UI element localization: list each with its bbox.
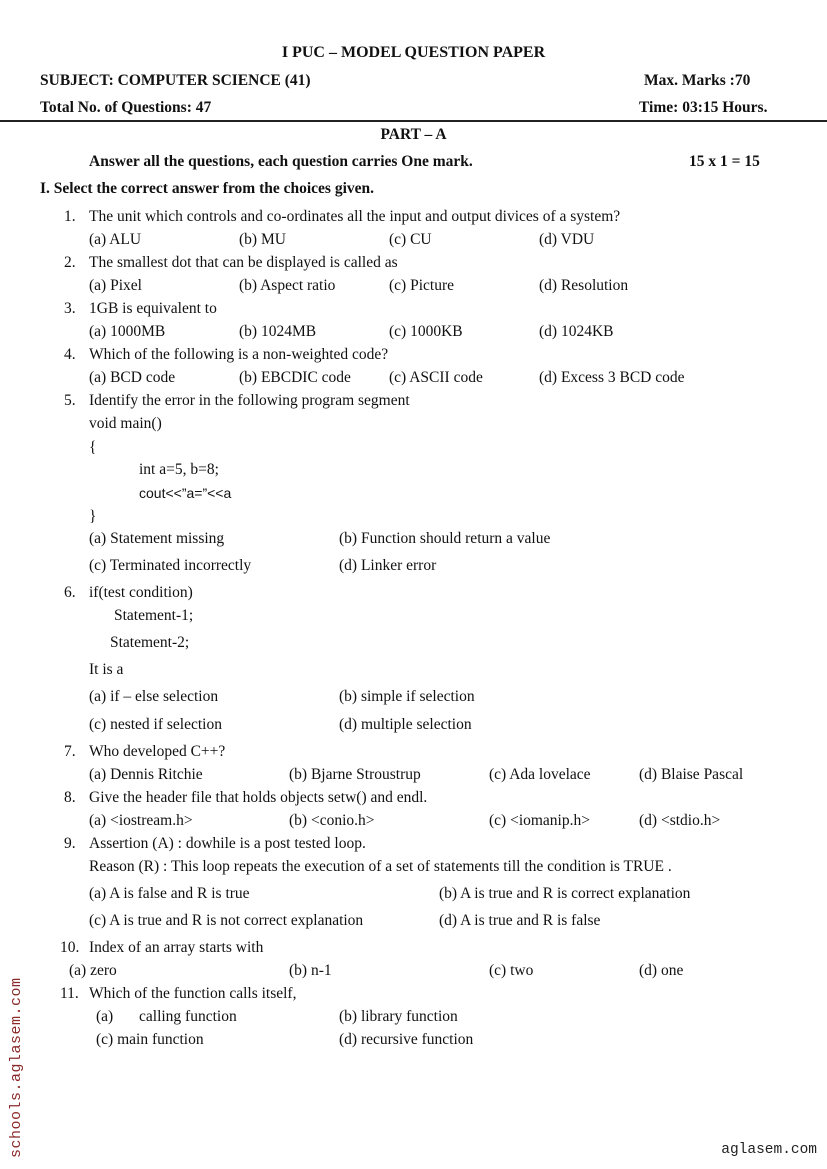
option-d: (d) Linker error (339, 557, 437, 574)
question-text: Who developed C++? (89, 743, 226, 760)
time-allowed: Time: 03:15 Hours. (639, 99, 768, 116)
code-line: } (89, 508, 97, 525)
option-a-label: (a) (96, 1008, 114, 1025)
option-b: (b) <conio.h> (289, 812, 375, 829)
option-d: (d) <stdio.h> (639, 812, 721, 829)
code-line: { (89, 439, 97, 456)
option-d: (d) A is true and R is false (439, 912, 601, 929)
side-watermark: schools.aglasem.com (8, 977, 25, 1158)
assertion-text: Assertion (A) : dowhile is a post tested loop. (89, 835, 366, 852)
option-d: (d) recursive function (339, 1031, 474, 1048)
question-number: 10. (60, 939, 80, 956)
question-number: 8. (64, 789, 76, 806)
option-a: (a) A is false and R is true (89, 885, 250, 902)
option-b: (b) simple if selection (339, 688, 475, 705)
part-marks: 15 x 1 = 15 (689, 153, 760, 170)
code-line: int a=5, b=8; (139, 461, 219, 478)
question-number: 6. (64, 584, 76, 601)
code-line: Statement-2; (110, 634, 190, 651)
option-b: (b) 1024MB (239, 323, 317, 340)
bottom-watermark: aglasem.com (721, 1142, 817, 1158)
option-c: (c) Picture (389, 277, 454, 294)
option-c: (c) two (489, 962, 534, 979)
part-instruction: Answer all the questions, each question carries One mark. (89, 153, 473, 170)
question-text: Which of the following is a non-weighted code? (89, 346, 389, 363)
option-c: (c) 1000KB (389, 323, 463, 340)
question-number: 7. (64, 743, 76, 760)
max-marks: Max. Marks :70 (644, 72, 751, 89)
header-divider (0, 120, 827, 122)
option-a: (a) if – else selection (89, 688, 219, 705)
option-c: (c) main function (96, 1031, 204, 1048)
option-a: (a) zero (69, 962, 117, 979)
question-number: 9. (64, 835, 76, 852)
option-b: (b) Aspect ratio (239, 277, 336, 294)
option-d: (d) Resolution (539, 277, 629, 294)
option-b: (b) library function (339, 1008, 458, 1025)
question-text: 1GB is equivalent to (89, 300, 217, 317)
total-questions: Total No. of Questions: 47 (40, 99, 212, 116)
question-text: Which of the function calls itself, (89, 985, 297, 1002)
question-number: 1. (64, 208, 76, 225)
option-c: (c) A is true and R is not correct explanation (89, 912, 364, 929)
option-b: (b) n-1 (289, 962, 332, 979)
option-d: (d) Blaise Pascal (639, 766, 744, 783)
code-line: Statement-1; (114, 607, 194, 624)
option-c: (c) nested if selection (89, 716, 222, 733)
option-a: (a) Dennis Ritchie (89, 766, 203, 783)
question-text: The smallest dot that can be displayed is called as (89, 254, 398, 271)
question-text: Identify the error in the following program segment (89, 392, 410, 409)
option-d: (d) 1024KB (539, 323, 614, 340)
code-line: cout<<”a=”<<a (139, 485, 232, 501)
option-c: (c) CU (389, 231, 432, 248)
question-text: Give the header file that holds objects setw() and endl. (89, 789, 428, 806)
option-b: (b) A is true and R is correct explanation (439, 885, 691, 902)
option-d: (d) Excess 3 BCD code (539, 369, 685, 386)
option-a: (a) 1000MB (89, 323, 166, 340)
subject: SUBJECT: COMPUTER SCIENCE (41) (40, 72, 311, 89)
question-number: 4. (64, 346, 76, 363)
option-c: (c) Terminated incorrectly (89, 557, 252, 574)
option-d: (d) one (639, 962, 684, 979)
question-number: 5. (64, 392, 76, 409)
question-number: 3. (64, 300, 76, 317)
option-c: (c) Ada lovelace (489, 766, 591, 783)
option-b: (b) MU (239, 231, 286, 248)
option-a: (a) <iostream.h> (89, 812, 193, 829)
option-b: (b) Function should return a value (339, 530, 551, 547)
option-a: (a) BCD code (89, 369, 176, 386)
option-a: calling function (139, 1008, 237, 1025)
option-a: (a) Statement missing (89, 530, 225, 547)
part-title: PART – A (380, 126, 447, 143)
option-a: (a) ALU (89, 231, 142, 248)
question-number: 2. (64, 254, 76, 271)
question-text: The unit which controls and co-ordinates all the input and output divices of a system? (89, 208, 621, 225)
question-subtext: It is a (89, 661, 124, 678)
paper-title: I PUC – MODEL QUESTION PAPER (281, 44, 546, 61)
section-heading: I. Select the correct answer from the choices given. (40, 180, 375, 197)
option-c: (c) ASCII code (389, 369, 483, 386)
option-b: (b) Bjarne Stroustrup (289, 766, 421, 783)
reason-text: Reason (R) : This loop repeats the execution of a set of statements till the condition is TRUE . (89, 858, 672, 875)
option-d: (d) VDU (539, 231, 595, 248)
option-b: (b) EBCDIC code (239, 369, 351, 386)
option-d: (d) multiple selection (339, 716, 472, 733)
question-text: if(test condition) (89, 584, 193, 601)
code-line: void main() (89, 415, 162, 432)
option-a: (a) Pixel (89, 277, 142, 294)
question-text: Index of an array starts with (89, 939, 264, 956)
option-c: (c) <iomanip.h> (489, 812, 590, 829)
question-number: 11. (60, 985, 79, 1002)
